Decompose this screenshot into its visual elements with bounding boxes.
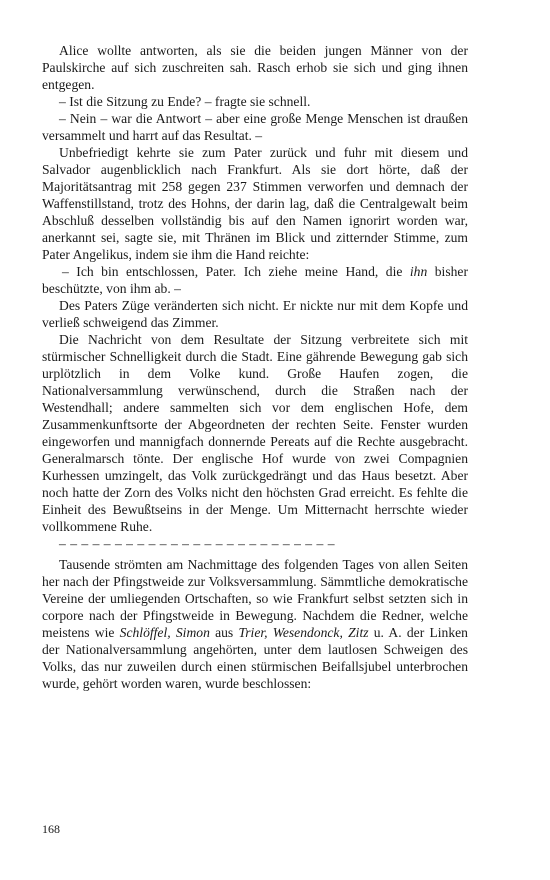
pfingstweide-text-start: Tausende strömten am Nachmittage des folgenden Tages von allen Seiten her nach der Pfingstweide zur Volksversammlung. Sämmtliche demokratische Vereine der umliegenden Ortschaften, so wie Frankfurt selbst setzten sich in corpore nach der Pfingstweide in Bewegung. Nachdem die Redner, welche meistens wie <box>42 557 468 640</box>
page-number: 168 <box>42 822 60 836</box>
name-zitz: Zitz <box>348 625 369 640</box>
paragraph-decision <box>42 263 468 297</box>
section-separator: – – – – – – – – – – – – – – – – – – – – – – – – – <box>59 536 335 551</box>
paragraph-question: – Ist die Sitzung zu Ende? – fragte sie schnell. <box>59 94 311 109</box>
decision-emphasis: ihn <box>409 264 428 279</box>
paragraph-pfingstweide <box>42 556 468 692</box>
page-body <box>42 42 468 692</box>
name-schloeffel: Schlöffel, <box>119 625 171 640</box>
name-simon: Simon <box>175 625 210 640</box>
decision-text-start: – Ich bin entschlossen, Pater. Ich ziehe meine Hand, die <box>62 264 410 279</box>
word-aus: aus <box>209 625 239 640</box>
paragraph-answer: – Nein – war die Antwort – aber eine große Menge Menschen ist draußen versammelt und harrt auf das Resultat. – <box>42 111 468 143</box>
decision-text-end: bisher beschützte, von ihm ab. – <box>42 264 468 296</box>
paragraph-alice-reply: Alice wollte antworten, als sie die beiden jungen Männer von der Paulskirche auf sich zuschreiten sah. Rasch erhob sie sich und ging ihnen entgegen. <box>42 43 468 92</box>
name-trier: Trier, <box>238 625 268 640</box>
paragraph-frankfurt: Unbefriedigt kehrte sie zum Pater zurück und fuhr mit diesem und Salvador augenblicklich nach Frankfurt. Als sie dort hörte, daß der Majoritätsantrag mit 258 gegen 237 Stimmen verworfen und demnach der Waffenstillstand, trotz des Hohns, der darin lag, daß die Centralgewalt beim Abschluß desselben vollständig bis auf den Namen ignorirt worden war, anerkannt sei, sagte sie, mit Thränen im Blick und zitternder Stimme, zum Pater Angelikus, indem sie ihm die Hand reichte: <box>42 145 468 262</box>
paragraph-pater: Des Paters Züge veränderten sich nicht. Er nickte nur mit dem Kopfe und verließ schweigend das Zimmer. <box>42 298 468 330</box>
paragraph-news: Die Nachricht von dem Resultate der Sitzung verbreitete sich mit stürmischer Schnelligkeit durch die Stadt. Eine gährende Bewegung gab sich urplötzlich in dem Volke kund. Große Haufen zogen, die Nationalversammlung verwünschend, durch die Straßen nach der Westendhall; andere sammelten sich vor dem englischen Hofe, dem Zusammenkunftsorte der Abgeordneten der rechten Seite. Fenster wurden eingeworfen und mannigfach donnernde Pereats auf die Rechte ausgebracht. Generalmarsch tönte. Der englische Hof wurde von zwei Compagnien Kurhessen umzingelt, das Volk zurückgedrängt und das Haus besetzt. Aber noch hatte der Zorn des Volks nicht den höchsten Grad erreicht. Es fehlte die Einheit des Bewußtseins in der Menge. Um Mitternacht herrschte wieder vollkommene Ruhe. <box>42 332 468 534</box>
pfingstweide-text-end: u. A. der Linken der Nationalversammlung angehörten, unter dem lautlosen Schweigen des Volks, das nur zuweilen durch einen stürmischen Beifallsjubel unterbrochen wurde, gehört worden waren, wurde beschlossen: <box>42 625 468 691</box>
name-wesendonck: Wesendonck, <box>272 625 343 640</box>
